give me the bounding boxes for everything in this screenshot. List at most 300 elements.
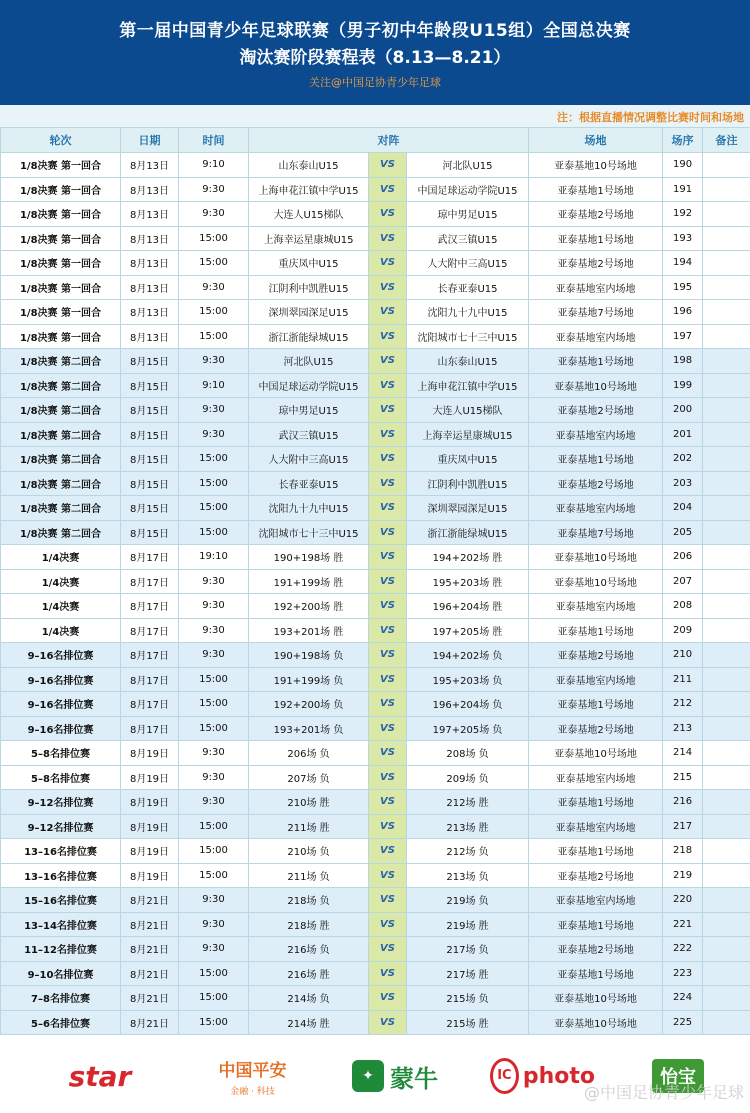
cell-home-team: 214场 负 [249,986,369,1011]
cell-seq: 191 [663,177,703,202]
table-row [1,765,750,790]
table-row [1,226,750,251]
vs-badge: VS [369,300,407,325]
cell-time: 9:10 [179,153,249,178]
cell-seq: 215 [663,765,703,790]
cell-venue: 亚泰基地1号场地 [529,618,663,643]
cell-note [703,716,750,741]
cell-seq: 202 [663,447,703,472]
cell-away-team: 沈阳九十九中U15 [407,300,529,325]
vs-badge: VS [369,986,407,1011]
cell-home-team: 中国足球运动学院U15 [249,373,369,398]
cell-seq: 213 [663,716,703,741]
cell-venue: 亚泰基地10号场地 [529,373,663,398]
cell-date: 8月21日 [121,888,179,913]
cell-note [703,839,750,864]
cell-seq: 194 [663,251,703,276]
vs-badge: VS [369,520,407,545]
cell-venue: 亚泰基地2号场地 [529,863,663,888]
table-row [1,1010,750,1035]
cell-time: 9:30 [179,569,249,594]
cell-away-team: 213场 负 [407,863,529,888]
cell-away-team: 195+203场 负 [407,667,529,692]
cell-away-team: 河北队U15 [407,153,529,178]
cell-home-team: 190+198场 负 [249,643,369,668]
cell-home-team: 192+200场 负 [249,692,369,717]
cell-note [703,667,750,692]
cell-seq: 223 [663,961,703,986]
cell-round: 5–6名排位赛 [1,1010,121,1035]
cell-away-team: 196+204场 负 [407,692,529,717]
cell-date: 8月19日 [121,790,179,815]
cell-note [703,447,750,472]
schedule-table [0,127,750,1035]
cell-venue: 亚泰基地10号场地 [529,741,663,766]
cell-seq: 222 [663,937,703,962]
cell-home-team: 214场 胜 [249,1010,369,1035]
cell-away-team: 215场 胜 [407,1010,529,1035]
cell-seq: 190 [663,153,703,178]
cell-date: 8月19日 [121,839,179,864]
cell-note [703,961,750,986]
cell-date: 8月21日 [121,912,179,937]
vs-badge: VS [369,226,407,251]
ping-an-sub: 金融 · 科技 [230,1086,275,1097]
cell-venue: 亚泰基地室内场地 [529,667,663,692]
vs-badge: VS [369,1010,407,1035]
cell-seq: 205 [663,520,703,545]
cell-round: 1/4决赛 [1,545,121,570]
vs-badge: VS [369,496,407,521]
cell-seq: 208 [663,594,703,619]
cell-date: 8月13日 [121,324,179,349]
cell-round: 1/8决赛 第二回合 [1,373,121,398]
cell-away-team: 大连人U15梯队 [407,398,529,423]
cell-away-team: 上海幸运星康城U15 [407,422,529,447]
cell-home-team: 216场 负 [249,937,369,962]
cell-time: 9:30 [179,912,249,937]
ic-photo-logo [490,1056,595,1096]
cell-seq: 225 [663,1010,703,1035]
cell-note [703,300,750,325]
cell-date: 8月15日 [121,422,179,447]
vs-badge: VS [369,667,407,692]
table-row [1,373,750,398]
cell-round: 1/8决赛 第二回合 [1,398,121,423]
cell-time: 9:10 [179,373,249,398]
table-row [1,569,750,594]
cell-time: 9:30 [179,888,249,913]
cell-away-team: 212场 胜 [407,790,529,815]
cell-seq: 200 [663,398,703,423]
cell-round: 5–8名排位赛 [1,765,121,790]
page-subtitle: 淘汰赛阶段赛程表（8.13—8.21） [239,48,511,68]
cell-home-team: 210场 胜 [249,790,369,815]
cell-seq: 209 [663,618,703,643]
cell-home-team: 琼中男足U15 [249,398,369,423]
table-row [1,863,750,888]
cell-note [703,814,750,839]
cell-date: 8月15日 [121,471,179,496]
cell-venue: 亚泰基地2号场地 [529,251,663,276]
cell-away-team: 江阴利中凯胜U15 [407,471,529,496]
cell-time: 9:30 [179,349,249,374]
cell-time: 15:00 [179,1010,249,1035]
cell-round: 1/8决赛 第二回合 [1,447,121,472]
cell-date: 8月17日 [121,667,179,692]
cell-note [703,153,750,178]
cell-seq: 197 [663,324,703,349]
cell-round: 1/8决赛 第一回合 [1,177,121,202]
cell-seq: 211 [663,667,703,692]
cell-date: 8月15日 [121,349,179,374]
table-row [1,471,750,496]
vs-badge: VS [369,863,407,888]
cell-time: 9:30 [179,618,249,643]
cell-note [703,202,750,227]
ic-photo-text: photo [522,1063,595,1089]
vs-badge: VS [369,373,407,398]
table-row [1,594,750,619]
cell-date: 8月13日 [121,226,179,251]
cell-round: 1/8决赛 第一回合 [1,226,121,251]
cell-venue: 亚泰基地10号场地 [529,986,663,1011]
table-row [1,716,750,741]
cell-venue: 亚泰基地2号场地 [529,471,663,496]
cell-venue: 亚泰基地1号场地 [529,912,663,937]
vs-badge: VS [369,594,407,619]
table-row [1,251,750,276]
cell-away-team: 武汉三镇U15 [407,226,529,251]
cell-away-team: 浙江浙能绿城U15 [407,520,529,545]
cell-round: 9–16名排位赛 [1,716,121,741]
cell-venue: 亚泰基地7号场地 [529,300,663,325]
cell-date: 8月13日 [121,153,179,178]
vs-badge: VS [369,790,407,815]
cell-home-team: 193+201场 胜 [249,618,369,643]
cell-round: 9–16名排位赛 [1,667,121,692]
cell-date: 8月17日 [121,618,179,643]
cell-venue: 亚泰基地室内场地 [529,275,663,300]
col-seq: 场序 [663,128,703,153]
vs-badge: VS [369,765,407,790]
cell-venue: 亚泰基地1号场地 [529,349,663,374]
cell-home-team: 191+199场 胜 [249,569,369,594]
table-row [1,888,750,913]
cell-venue: 亚泰基地2号场地 [529,398,663,423]
cell-time: 15:00 [179,814,249,839]
cell-home-team: 216场 胜 [249,961,369,986]
cell-venue: 亚泰基地室内场地 [529,814,663,839]
cell-round: 1/8决赛 第一回合 [1,324,121,349]
cell-seq: 201 [663,422,703,447]
vs-badge: VS [369,937,407,962]
cell-round: 1/4决赛 [1,569,121,594]
cell-venue: 亚泰基地1号场地 [529,447,663,472]
page-title: 第一届中国青少年足球联赛（男子初中年龄段U15组）全国总决赛 [119,21,631,41]
table-row [1,422,750,447]
mengniu-logo [340,1056,450,1096]
cell-time: 15:00 [179,496,249,521]
cell-note [703,888,750,913]
cell-venue: 亚泰基地1号场地 [529,692,663,717]
vs-badge: VS [369,839,407,864]
table-row [1,912,750,937]
cell-note [703,986,750,1011]
cell-date: 8月21日 [121,961,179,986]
cell-round: 1/8决赛 第二回合 [1,422,121,447]
cell-time: 9:30 [179,202,249,227]
cell-seq: 214 [663,741,703,766]
cell-time: 15:00 [179,251,249,276]
table-row [1,839,750,864]
cell-date: 8月13日 [121,275,179,300]
cell-home-team: 上海申花江镇中学U15 [249,177,369,202]
cell-away-team: 人大附中三高U15 [407,251,529,276]
cell-home-team: 218场 负 [249,888,369,913]
cell-away-team: 219场 负 [407,888,529,913]
table-row [1,986,750,1011]
cell-round: 9–16名排位赛 [1,643,121,668]
col-venue: 场地 [529,128,663,153]
cell-away-team: 195+203场 胜 [407,569,529,594]
cell-date: 8月17日 [121,692,179,717]
cell-date: 8月17日 [121,643,179,668]
vs-badge: VS [369,251,407,276]
cell-date: 8月19日 [121,741,179,766]
table-row [1,545,750,570]
cell-time: 15:00 [179,986,249,1011]
cell-round: 13–16名排位赛 [1,839,121,864]
cell-date: 8月21日 [121,986,179,1011]
cell-seq: 224 [663,986,703,1011]
table-row [1,790,750,815]
cell-time: 9:30 [179,937,249,962]
table-row [1,741,750,766]
cell-date: 8月15日 [121,373,179,398]
cell-time: 19:10 [179,545,249,570]
cell-away-team: 217场 胜 [407,961,529,986]
sponsor-footer [0,1040,750,1113]
cell-time: 9:30 [179,422,249,447]
cell-date: 8月17日 [121,569,179,594]
table-row [1,814,750,839]
cell-away-team: 琼中男足U15 [407,202,529,227]
cell-date: 8月13日 [121,251,179,276]
cell-round: 1/8决赛 第二回合 [1,471,121,496]
cell-home-team: 山东泰山U15 [249,153,369,178]
cell-round: 5–8名排位赛 [1,741,121,766]
col-date: 日期 [121,128,179,153]
col-match: 对阵 [249,128,529,153]
cell-seq: 221 [663,912,703,937]
cell-time: 9:30 [179,275,249,300]
table-row [1,177,750,202]
cell-away-team: 217场 负 [407,937,529,962]
cell-round: 1/8决赛 第二回合 [1,496,121,521]
cell-time: 15:00 [179,520,249,545]
table-row [1,667,750,692]
cell-time: 15:00 [179,863,249,888]
cell-date: 8月15日 [121,447,179,472]
cell-venue: 亚泰基地10号场地 [529,569,663,594]
cell-note [703,643,750,668]
cell-seq: 192 [663,202,703,227]
cell-away-team: 长春亚泰U15 [407,275,529,300]
page-header [0,0,750,105]
cell-round: 11–12名排位赛 [1,937,121,962]
vs-badge: VS [369,618,407,643]
cell-round: 1/4决赛 [1,618,121,643]
vs-badge: VS [369,814,407,839]
cell-note [703,741,750,766]
cell-time: 9:30 [179,741,249,766]
cell-venue: 亚泰基地室内场地 [529,324,663,349]
weibo-watermark: @中国足协青少年足球 [583,1083,744,1102]
cell-date: 8月19日 [121,765,179,790]
cell-home-team: 218场 胜 [249,912,369,937]
table-row [1,961,750,986]
cell-seq: 196 [663,300,703,325]
cell-note [703,177,750,202]
vs-badge: VS [369,961,407,986]
ping-an-text: 中国平安 [218,1060,287,1081]
vs-badge: VS [369,447,407,472]
cell-away-team: 重庆凤中U15 [407,447,529,472]
cell-seq: 217 [663,814,703,839]
vs-badge: VS [369,888,407,913]
cell-round: 7–8名排位赛 [1,986,121,1011]
table-row [1,937,750,962]
cell-note [703,496,750,521]
cell-home-team: 上海幸运星康城U15 [249,226,369,251]
cell-venue: 亚泰基地7号场地 [529,520,663,545]
cell-venue: 亚泰基地室内场地 [529,888,663,913]
cell-round: 9–16名排位赛 [1,692,121,717]
cell-venue: 亚泰基地室内场地 [529,765,663,790]
cell-time: 9:30 [179,790,249,815]
vs-badge: VS [369,545,407,570]
vs-badge: VS [369,741,407,766]
mengniu-icon: ✦ [352,1060,384,1092]
vs-badge: VS [369,349,407,374]
cell-venue: 亚泰基地室内场地 [529,496,663,521]
cell-home-team: 武汉三镇U15 [249,422,369,447]
star-logo-text: star [68,1059,132,1093]
cell-note [703,790,750,815]
cell-round: 1/4决赛 [1,594,121,619]
cell-note [703,324,750,349]
cell-home-team: 191+199场 负 [249,667,369,692]
cell-date: 8月21日 [121,1010,179,1035]
cell-home-team: 206场 负 [249,741,369,766]
cell-round: 1/8决赛 第一回合 [1,202,121,227]
cell-note [703,398,750,423]
cell-note [703,863,750,888]
cell-away-team: 山东泰山U15 [407,349,529,374]
ic-mark-icon: IC [490,1058,519,1094]
cell-home-team: 浙江浙能绿城U15 [249,324,369,349]
table-row [1,692,750,717]
cell-time: 15:00 [179,716,249,741]
cell-date: 8月19日 [121,814,179,839]
vs-badge: VS [369,643,407,668]
cell-away-team: 194+202场 负 [407,643,529,668]
cell-away-team: 213场 胜 [407,814,529,839]
cell-seq: 204 [663,496,703,521]
cell-home-team: 人大附中三高U15 [249,447,369,472]
cell-venue: 亚泰基地室内场地 [529,594,663,619]
star-sports-logo [30,1056,170,1096]
cell-away-team: 197+205场 胜 [407,618,529,643]
cell-away-team: 219场 胜 [407,912,529,937]
table-row [1,496,750,521]
cell-time: 15:00 [179,324,249,349]
cell-time: 9:30 [179,177,249,202]
cell-venue: 亚泰基地10号场地 [529,153,663,178]
cell-away-team: 197+205场 负 [407,716,529,741]
cell-note [703,520,750,545]
vs-badge: VS [369,275,407,300]
cell-venue: 亚泰基地2号场地 [529,937,663,962]
cell-home-team: 207场 负 [249,765,369,790]
cell-date: 8月17日 [121,594,179,619]
cell-note [703,471,750,496]
cell-date: 8月15日 [121,398,179,423]
cell-home-team: 深圳翠园深足U15 [249,300,369,325]
cell-round: 1/8决赛 第二回合 [1,349,121,374]
col-round: 轮次 [1,128,121,153]
table-row [1,349,750,374]
cell-round: 13–16名排位赛 [1,863,121,888]
cell-note [703,422,750,447]
cell-venue: 亚泰基地1号场地 [529,961,663,986]
mengniu-text: 蒙牛 [390,1064,438,1093]
cell-note [703,349,750,374]
cell-venue: 亚泰基地2号场地 [529,716,663,741]
cell-note [703,1010,750,1035]
cell-note [703,912,750,937]
cell-round: 1/8决赛 第一回合 [1,251,121,276]
cell-time: 15:00 [179,471,249,496]
cell-time: 15:00 [179,447,249,472]
cell-venue: 亚泰基地室内场地 [529,422,663,447]
cell-venue: 亚泰基地10号场地 [529,545,663,570]
table-row [1,324,750,349]
cell-time: 15:00 [179,839,249,864]
cell-venue: 亚泰基地1号场地 [529,177,663,202]
vs-badge: VS [369,202,407,227]
cell-seq: 218 [663,839,703,864]
cell-away-team: 196+204场 胜 [407,594,529,619]
cell-home-team: 沈阳九十九中U15 [249,496,369,521]
cell-note [703,937,750,962]
cell-note [703,594,750,619]
follow-text: 关注@中国足协青少年足球 [309,76,441,89]
vs-badge: VS [369,398,407,423]
cell-time: 15:00 [179,226,249,251]
table-body [1,153,750,1035]
cell-away-team: 194+202场 胜 [407,545,529,570]
ping-an-logo [205,1056,300,1096]
cell-home-team: 河北队U15 [249,349,369,374]
cell-seq: 195 [663,275,703,300]
cell-away-team: 沈阳城市七十三中U15 [407,324,529,349]
cell-time: 9:30 [179,765,249,790]
cell-seq: 207 [663,569,703,594]
cell-home-team: 211场 负 [249,863,369,888]
cell-time: 9:30 [179,594,249,619]
